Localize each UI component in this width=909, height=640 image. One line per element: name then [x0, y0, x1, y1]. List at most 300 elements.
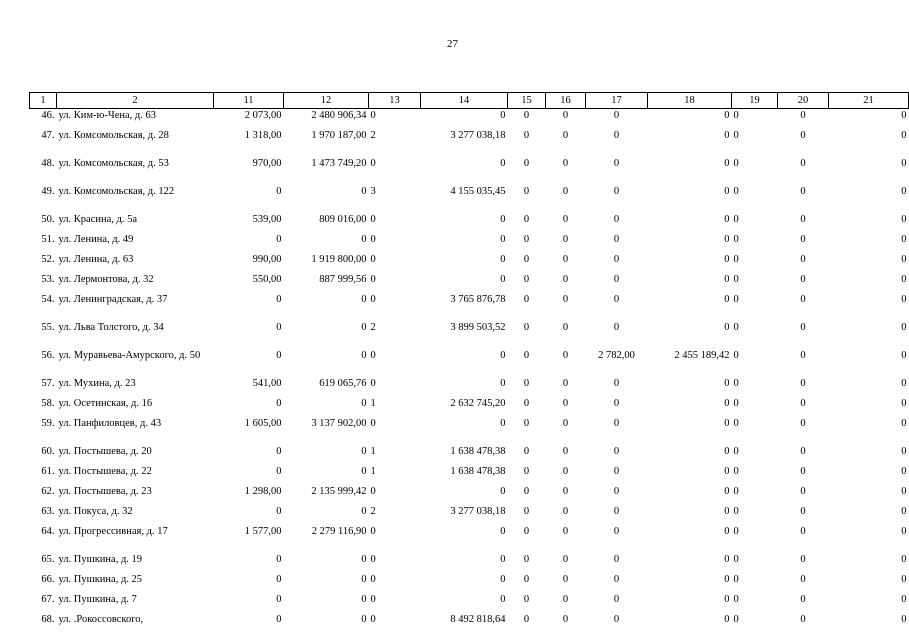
value-cell: 0 [523, 526, 530, 537]
value-cell: 0 [500, 254, 506, 265]
value-cell: 0 [361, 466, 367, 477]
value-cell: 0 [901, 398, 907, 409]
row-number: 47. [41, 130, 55, 141]
value-cell: 2 [370, 506, 376, 517]
value-cell: 0 [613, 378, 620, 389]
value-cell: 0 [800, 378, 806, 389]
table-row [30, 613, 909, 633]
value-cell: 0 [613, 398, 620, 409]
address-cell: ул. Пушкина, д. 7 [58, 594, 137, 605]
address-cell: ул. Комсомольская, д. 28 [58, 130, 169, 141]
value-cell: 0 [562, 130, 569, 141]
value-cell: 0 [613, 110, 620, 121]
value-cell: 0 [370, 294, 376, 305]
value-cell: 0 [370, 274, 376, 285]
value-cell: 0 [724, 322, 730, 333]
value-cell: 0 [724, 466, 730, 477]
value-cell: 0 [370, 574, 376, 585]
value-cell: 0 [361, 594, 367, 605]
row-number: 65. [41, 554, 55, 565]
value-cell: 0 [370, 254, 376, 265]
row-number: 60. [41, 446, 55, 457]
value-cell: 0 [361, 186, 367, 197]
value-cell: 0 [276, 294, 282, 305]
column-header: 18 [648, 93, 732, 109]
value-cell: 0 [724, 186, 730, 197]
value-cell: 0 [562, 378, 569, 389]
address-cell: ул. .Рокоссовского, [58, 614, 144, 625]
value-cell: 0 [733, 254, 739, 265]
value-cell: 0 [562, 594, 569, 605]
table-row [30, 349, 909, 377]
row-number: 53. [41, 274, 55, 285]
value-cell: 809 016,00 [319, 214, 367, 225]
value-cell: 0 [500, 418, 506, 429]
value-cell: 0 [733, 274, 739, 285]
table-row [30, 109, 909, 130]
value-cell: 0 [800, 350, 806, 361]
value-cell: 0 [562, 486, 569, 497]
value-cell: 0 [370, 594, 376, 605]
column-header: 20 [778, 93, 829, 109]
table-row [30, 213, 909, 233]
value-cell: 3 899 503,52 [450, 322, 506, 333]
value-cell: 2 455 189,42 [674, 350, 730, 361]
address-cell: ул. Комсомольская, д. 53 [58, 158, 169, 169]
value-cell: 0 [361, 322, 367, 333]
value-cell: 0 [276, 446, 282, 457]
value-cell: 1 473 749,20 [311, 158, 367, 169]
value-cell: 0 [500, 214, 506, 225]
value-cell: 887 999,56 [319, 274, 367, 285]
value-cell: 0 [733, 446, 739, 457]
value-cell: 0 [276, 398, 282, 409]
value-cell: 0 [800, 486, 806, 497]
value-cell: 2 [370, 322, 376, 333]
value-cell: 0 [276, 350, 282, 361]
value-cell: 0 [370, 418, 376, 429]
value-cell: 0 [800, 322, 806, 333]
value-cell: 0 [276, 322, 282, 333]
value-cell: 0 [800, 554, 806, 565]
value-cell: 0 [800, 234, 806, 245]
value-cell: 0 [613, 594, 620, 605]
value-cell: 0 [500, 110, 506, 121]
value-cell: 0 [523, 574, 530, 585]
value-cell: 0 [613, 526, 620, 537]
address-cell: ул. Постышева, д. 20 [58, 446, 152, 457]
value-cell: 0 [500, 594, 506, 605]
value-cell: 0 [901, 350, 907, 361]
value-cell: 0 [361, 350, 367, 361]
value-cell: 0 [562, 554, 569, 565]
value-cell: 0 [276, 234, 282, 245]
value-cell: 0 [613, 158, 620, 169]
table-body [30, 109, 909, 634]
column-header: 1 [30, 93, 57, 109]
value-cell: 0 [523, 506, 530, 517]
value-cell: 0 [370, 158, 376, 169]
table-row [30, 553, 909, 573]
value-cell: 0 [500, 234, 506, 245]
value-cell: 3 137 902,00 [311, 418, 367, 429]
value-cell: 3 765 876,78 [450, 294, 506, 305]
value-cell: 1 [370, 446, 376, 457]
value-cell: 0 [800, 110, 806, 121]
row-number: 68. [41, 614, 55, 625]
value-cell: 0 [724, 446, 730, 457]
value-cell: 2 279 116,90 [311, 526, 367, 537]
value-cell: 0 [733, 506, 739, 517]
value-cell: 0 [613, 554, 620, 565]
value-cell: 0 [562, 506, 569, 517]
value-cell: 0 [523, 234, 530, 245]
value-cell: 4 155 035,45 [450, 186, 506, 197]
value-cell: 0 [523, 614, 530, 625]
value-cell: 0 [276, 506, 282, 517]
value-cell: 0 [276, 574, 282, 585]
value-cell: 0 [800, 158, 806, 169]
value-cell: 0 [361, 294, 367, 305]
value-cell: 0 [901, 378, 907, 389]
value-cell: 0 [800, 186, 806, 197]
value-cell: 0 [523, 398, 530, 409]
value-cell: 0 [370, 214, 376, 225]
address-cell: ул. Пушкина, д. 25 [58, 574, 143, 585]
value-cell: 0 [500, 274, 506, 285]
value-cell: 2 480 906,34 [311, 110, 367, 121]
value-cell: 0 [361, 446, 367, 457]
address-cell: ул. Ким-ю-Чена, д. 63 [58, 110, 156, 121]
column-header: 12 [284, 93, 369, 109]
table-row [30, 293, 909, 321]
row-number: 64. [41, 526, 55, 537]
value-cell: 1 298,00 [244, 486, 282, 497]
value-cell: 0 [562, 254, 569, 265]
value-cell: 1 638 478,38 [450, 446, 506, 457]
value-cell: 539,00 [252, 214, 282, 225]
value-cell: 0 [523, 322, 530, 333]
table-row [30, 525, 909, 553]
value-cell: 0 [733, 466, 739, 477]
value-cell: 0 [613, 130, 620, 141]
value-cell: 0 [901, 254, 907, 265]
value-cell: 0 [523, 486, 530, 497]
value-cell: 0 [276, 614, 282, 625]
value-cell: 1 318,00 [244, 130, 282, 141]
value-cell: 0 [361, 234, 367, 245]
row-number: 62. [41, 486, 55, 497]
value-cell: 0 [361, 574, 367, 585]
value-cell: 0 [613, 294, 620, 305]
value-cell: 3 277 038,18 [450, 130, 506, 141]
value-cell: 0 [523, 350, 530, 361]
value-cell: 0 [733, 110, 739, 121]
value-cell: 0 [370, 378, 376, 389]
value-cell: 0 [733, 486, 739, 497]
value-cell: 0 [370, 486, 376, 497]
value-cell: 0 [523, 446, 530, 457]
value-cell: 0 [724, 110, 730, 121]
value-cell: 0 [361, 554, 367, 565]
table-row [30, 273, 909, 293]
column-header: 16 [546, 93, 586, 109]
table-row [30, 321, 909, 349]
column-header: 21 [829, 93, 909, 109]
value-cell: 0 [901, 614, 907, 625]
value-cell: 0 [613, 254, 620, 265]
value-cell: 0 [500, 158, 506, 169]
value-cell: 0 [724, 418, 730, 429]
value-cell: 0 [901, 158, 907, 169]
row-number: 61. [41, 466, 55, 477]
value-cell: 1 [370, 398, 376, 409]
value-cell: 0 [800, 446, 806, 457]
value-cell: 0 [733, 398, 739, 409]
table-row [30, 573, 909, 593]
table-row [30, 129, 909, 157]
value-cell: 0 [724, 214, 730, 225]
value-cell: 0 [370, 614, 376, 625]
value-cell: 0 [613, 418, 620, 429]
value-cell: 0 [500, 554, 506, 565]
table-row [30, 505, 909, 525]
column-header: 17 [586, 93, 648, 109]
value-cell: 0 [733, 234, 739, 245]
value-cell: 0 [613, 506, 620, 517]
value-cell: 0 [800, 466, 806, 477]
value-cell: 0 [562, 526, 569, 537]
value-cell: 0 [613, 322, 620, 333]
value-cell: 2 782,00 [598, 350, 635, 361]
value-cell: 990,00 [252, 254, 282, 265]
value-cell: 0 [562, 294, 569, 305]
value-cell: 0 [370, 526, 376, 537]
value-cell: 0 [523, 294, 530, 305]
value-cell: 0 [724, 506, 730, 517]
value-cell: 0 [724, 274, 730, 285]
value-cell: 0 [523, 110, 530, 121]
value-cell: 0 [724, 158, 730, 169]
address-cell: ул. Прогрессивная, д. 17 [58, 526, 168, 537]
value-cell: 0 [800, 614, 806, 625]
value-cell: 0 [523, 130, 530, 141]
value-cell: 0 [724, 294, 730, 305]
value-cell: 619 065,76 [319, 378, 367, 389]
value-cell: 0 [523, 418, 530, 429]
value-cell: 0 [901, 554, 907, 565]
value-cell: 541,00 [252, 378, 282, 389]
row-number: 50. [41, 214, 55, 225]
value-cell: 0 [901, 446, 907, 457]
value-cell: 0 [800, 594, 806, 605]
value-cell: 0 [613, 486, 620, 497]
value-cell: 8 492 818,64 [450, 614, 506, 625]
address-cell: ул. Осетинская, д. 16 [58, 398, 153, 409]
value-cell: 0 [523, 158, 530, 169]
value-cell: 2 632 745,20 [450, 398, 506, 409]
value-cell: 550,00 [252, 274, 282, 285]
value-cell: 0 [613, 214, 620, 225]
value-cell: 0 [800, 274, 806, 285]
value-cell: 0 [523, 254, 530, 265]
value-cell: 0 [800, 574, 806, 585]
value-cell: 1 [370, 466, 376, 477]
value-cell: 0 [800, 254, 806, 265]
value-cell: 0 [613, 574, 620, 585]
value-cell: 0 [562, 418, 569, 429]
value-cell: 0 [901, 418, 907, 429]
address-cell: ул. Комсомольская, д. 122 [58, 186, 175, 197]
value-cell: 0 [800, 506, 806, 517]
value-cell: 0 [733, 214, 739, 225]
value-cell: 0 [361, 398, 367, 409]
row-number: 66. [41, 574, 55, 585]
column-header: 13 [369, 93, 421, 109]
value-cell: 0 [724, 130, 730, 141]
value-cell: 0 [562, 350, 569, 361]
row-number: 58. [41, 398, 55, 409]
value-cell: 0 [901, 466, 907, 477]
value-cell: 0 [901, 526, 907, 537]
table-row [30, 157, 909, 185]
value-cell: 0 [500, 574, 506, 585]
value-cell: 0 [733, 526, 739, 537]
table-row [30, 397, 909, 417]
value-cell: 0 [523, 466, 530, 477]
column-number-header-row [30, 93, 909, 109]
row-number: 46. [41, 110, 55, 121]
value-cell: 0 [724, 614, 730, 625]
value-cell: 0 [724, 554, 730, 565]
value-cell: 0 [800, 130, 806, 141]
column-header: 19 [732, 93, 778, 109]
value-cell: 0 [901, 130, 907, 141]
value-cell: 0 [733, 614, 739, 625]
value-cell: 0 [800, 418, 806, 429]
value-cell: 0 [276, 594, 282, 605]
value-cell: 0 [901, 186, 907, 197]
value-cell: 0 [500, 486, 506, 497]
value-cell: 0 [901, 594, 907, 605]
value-cell: 0 [800, 214, 806, 225]
address-cell: ул. Красина, д. 5а [58, 214, 138, 225]
value-cell: 0 [523, 554, 530, 565]
value-cell: 0 [724, 398, 730, 409]
row-number: 67. [41, 594, 55, 605]
value-cell: 1 638 478,38 [450, 466, 506, 477]
value-cell: 1 919 800,00 [311, 254, 367, 265]
value-cell: 0 [370, 350, 376, 361]
address-cell: ул. Постышева, д. 23 [58, 486, 152, 497]
row-number: 56. [41, 350, 55, 361]
value-cell: 0 [901, 110, 907, 121]
row-number: 54. [41, 294, 55, 305]
value-cell: 0 [370, 234, 376, 245]
value-cell: 0 [724, 594, 730, 605]
column-header: 14 [421, 93, 508, 109]
value-cell: 0 [733, 418, 739, 429]
column-header: 2 [57, 93, 214, 109]
value-cell: 0 [733, 350, 739, 361]
value-cell: 1 605,00 [244, 418, 282, 429]
address-cell: ул. Ленинградская, д. 37 [58, 294, 168, 305]
address-cell: ул. Лермонтова, д. 32 [58, 274, 154, 285]
address-cell: ул. Муравьева-Амурского, д. 50 [58, 350, 201, 361]
value-cell: 0 [276, 554, 282, 565]
value-cell: 0 [733, 294, 739, 305]
column-header: 15 [508, 93, 546, 109]
value-cell: 1 577,00 [244, 526, 282, 537]
value-cell: 0 [724, 378, 730, 389]
value-cell: 0 [901, 322, 907, 333]
value-cell: 0 [733, 554, 739, 565]
value-cell: 0 [276, 186, 282, 197]
value-cell: 0 [733, 594, 739, 605]
value-cell: 0 [733, 322, 739, 333]
value-cell: 0 [901, 486, 907, 497]
row-number: 49. [41, 186, 55, 197]
table-row [30, 445, 909, 465]
value-cell: 0 [733, 186, 739, 197]
value-cell: 0 [901, 234, 907, 245]
value-cell: 0 [901, 274, 907, 285]
row-number: 63. [41, 506, 55, 517]
value-cell: 0 [800, 526, 806, 537]
address-cell: ул. Панфиловцев, д. 43 [58, 418, 162, 429]
value-cell: 0 [370, 554, 376, 565]
value-cell: 0 [562, 446, 569, 457]
value-cell: 0 [523, 214, 530, 225]
value-cell: 0 [562, 214, 569, 225]
value-cell: 0 [361, 506, 367, 517]
table-row [30, 417, 909, 445]
address-cell: ул. Постышева, д. 22 [58, 466, 152, 477]
table-row [30, 485, 909, 505]
value-cell: 0 [562, 186, 569, 197]
value-cell: 970,00 [252, 158, 282, 169]
table-row [30, 593, 909, 613]
value-cell: 0 [370, 110, 376, 121]
value-cell: 0 [523, 186, 530, 197]
value-cell: 0 [562, 158, 569, 169]
address-cell: ул. Ленина, д. 49 [58, 234, 134, 245]
table-row [30, 185, 909, 213]
value-cell: 0 [613, 234, 620, 245]
page-number: 27 [447, 38, 458, 50]
value-cell: 0 [733, 378, 739, 389]
value-cell: 0 [901, 214, 907, 225]
value-cell: 0 [733, 574, 739, 585]
value-cell: 0 [901, 574, 907, 585]
value-cell: 3 277 038,18 [450, 506, 506, 517]
table-row [30, 253, 909, 273]
value-cell: 0 [276, 466, 282, 477]
value-cell: 0 [901, 294, 907, 305]
value-cell: 0 [724, 254, 730, 265]
value-cell: 0 [800, 294, 806, 305]
value-cell: 0 [500, 526, 506, 537]
value-cell: 0 [724, 486, 730, 497]
address-cell: ул. Ленина, д. 63 [58, 254, 134, 265]
address-cell: ул. Льва Толстого, д. 34 [58, 322, 164, 333]
row-number: 57. [41, 378, 55, 389]
value-cell: 0 [733, 158, 739, 169]
value-cell: 0 [562, 234, 569, 245]
address-cell: ул. Пушкина, д. 19 [58, 554, 143, 565]
value-cell: 0 [613, 186, 620, 197]
column-header: 11 [214, 93, 284, 109]
